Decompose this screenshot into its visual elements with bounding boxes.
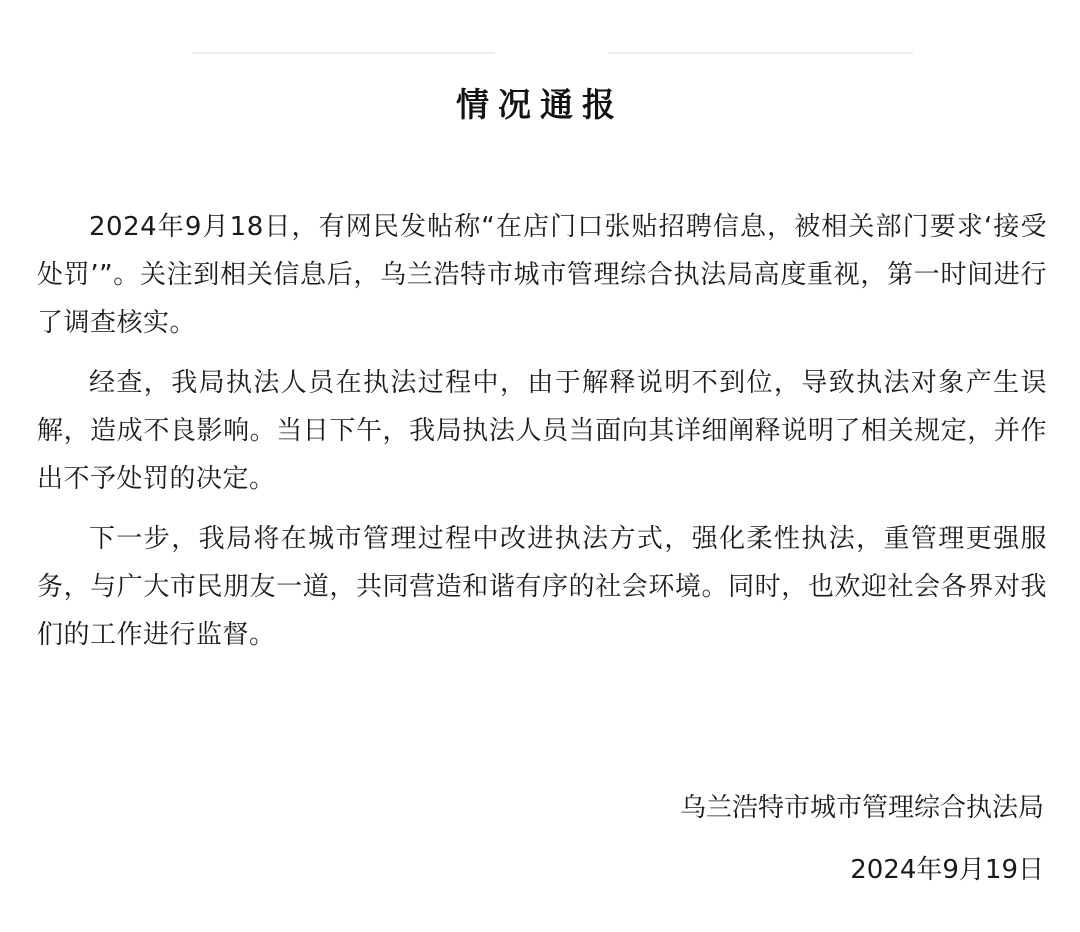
- top-divider-right: [608, 52, 913, 54]
- signature-date: 2024年9月19日: [850, 855, 1044, 885]
- top-divider-left: [192, 52, 495, 54]
- paragraph-1: 2024年9月18日，有网民发帖称“在店门口张贴招聘信息，被相关部门要求‘接受处罚’”。关注到相关信息后，乌兰浩特市城市管理综合执法局高度重视，第一时间进行了调查核实。: [37, 212, 1047, 338]
- notice-title: 情况通报: [456, 85, 624, 124]
- signature-organization: 乌兰浩特市城市管理综合执法局: [679, 793, 1044, 823]
- paragraph-2: 经查，我局执法人员在执法过程中，由于解释说明不到位，导致执法对象产生误解，造成不良影响。当日下午，我局执法人员当面向其详细阐释说明了相关规定，并作出不予处罚的决定。: [37, 368, 1047, 494]
- notice-body: [37, 203, 1047, 671]
- paragraph-3: 下一步，我局将在城市管理过程中改进执法方式，强化柔性执法，重管理更强服务，与广大市民朋友一道，共同营造和谐有序的社会环境。同时，也欢迎社会各界对我们的工作进行监督。: [37, 524, 1047, 650]
